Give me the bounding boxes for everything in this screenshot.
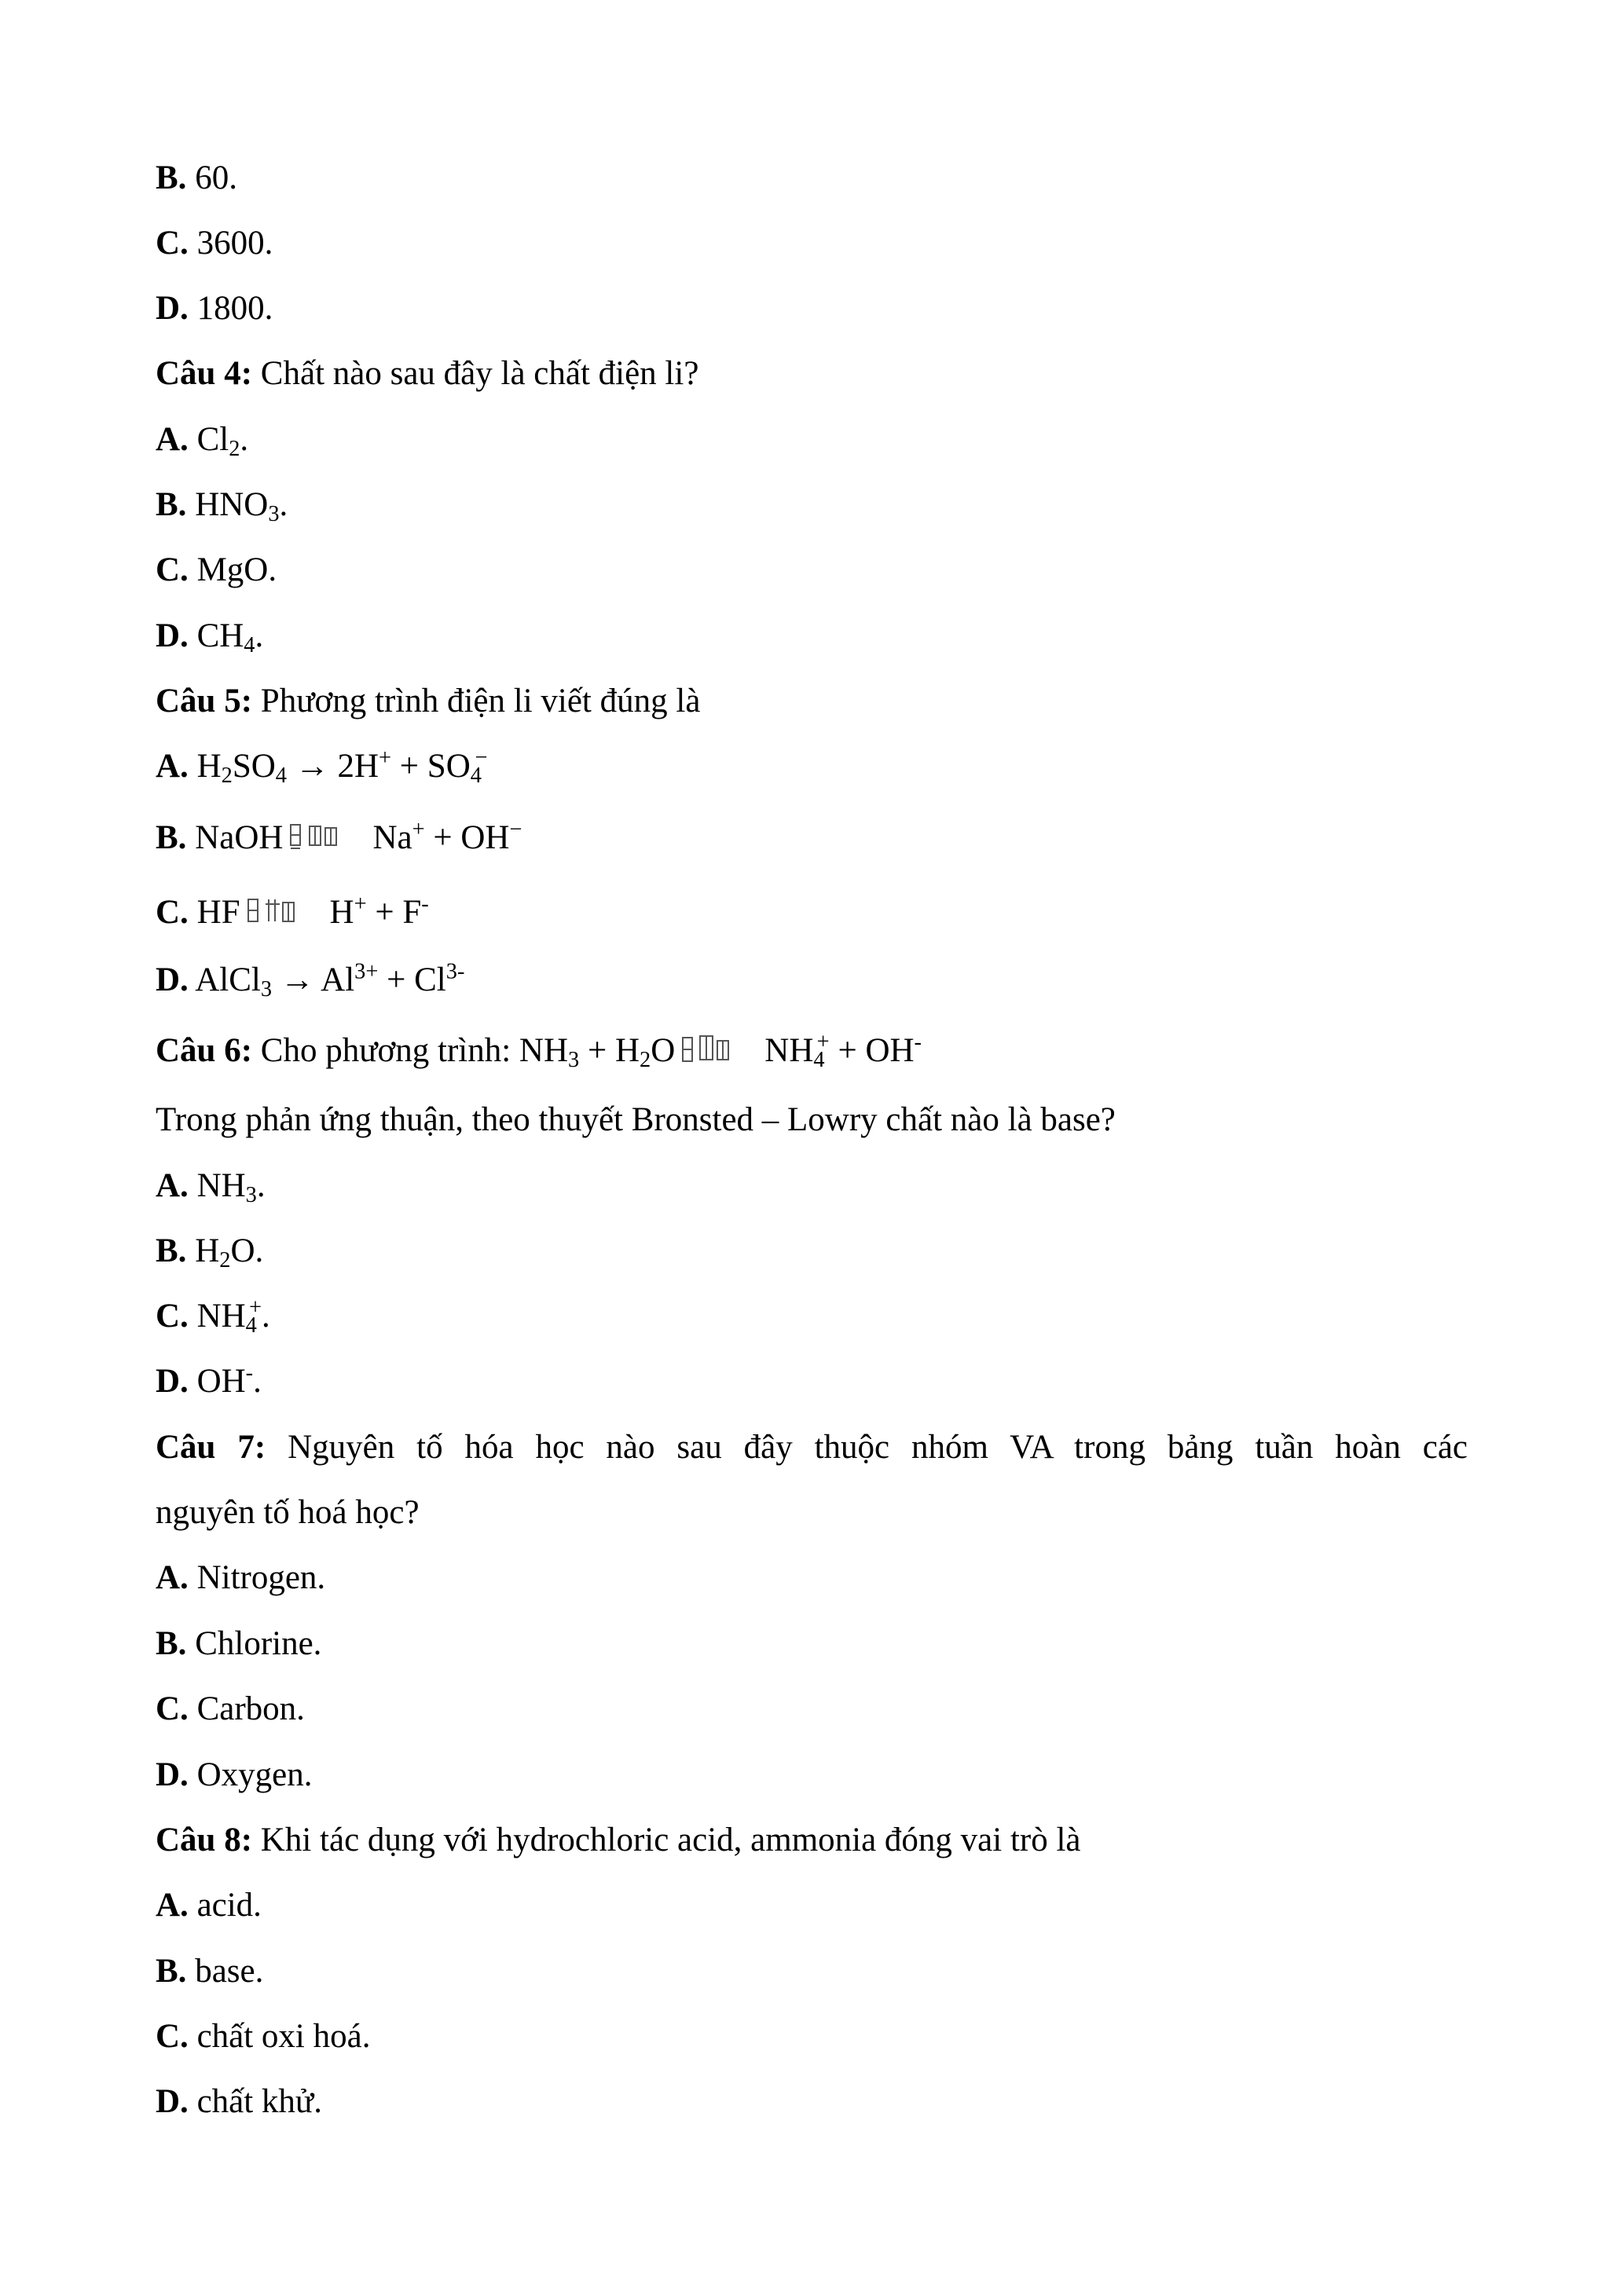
option-letter: D. <box>156 617 189 654</box>
q3-option-d <box>156 291 273 325</box>
formula-part: NH <box>196 1167 246 1204</box>
question-label: Câu 6: <box>156 1032 253 1069</box>
formula-part: . <box>253 1363 262 1400</box>
q5-option-d <box>156 959 465 1002</box>
option-letter: C. <box>156 225 189 262</box>
subscript: 2 <box>640 1048 651 1073</box>
superscript: 3- <box>445 959 465 984</box>
q8-option-a <box>156 1888 262 1922</box>
formula-part: + F <box>366 894 422 931</box>
option-letter: A. <box>156 1887 189 1924</box>
option-letter: A. <box>156 748 189 785</box>
q4-option-d <box>156 617 264 658</box>
superscript: − <box>509 817 522 842</box>
superscript: + <box>412 817 425 842</box>
formula-part: → 2H <box>286 748 379 785</box>
q4-option-a <box>156 421 249 462</box>
q6-question-line2 <box>156 1103 1116 1137</box>
q4-option-b <box>156 486 288 527</box>
q6-question <box>156 1030 922 1073</box>
q5-question <box>156 684 700 718</box>
q8-question <box>156 1823 1081 1857</box>
option-text: Nitrogen. <box>196 1559 326 1596</box>
superscript: + <box>354 892 367 917</box>
option-text: chất oxi hoá. <box>196 2018 371 2055</box>
question-label: Câu 4: <box>156 355 253 392</box>
option-text: acid. <box>196 1887 262 1924</box>
formula-part: O. <box>230 1232 264 1269</box>
question-label: Câu 5: <box>156 683 253 720</box>
subscript: 4 <box>470 764 482 789</box>
subscript: 2 <box>221 764 233 789</box>
option-text: MgO. <box>196 551 277 588</box>
superscript: + <box>248 1295 262 1320</box>
subscript: 3 <box>568 1048 580 1073</box>
formula-part: H <box>329 894 354 931</box>
superscript: 3+ <box>354 959 379 984</box>
formula-part: Na <box>372 819 412 856</box>
subscript: 2 <box>219 1248 231 1273</box>
q7-question-line2 <box>156 1496 420 1529</box>
equilibrium-arrow-icon <box>244 896 319 928</box>
question-text: nguyên tố hoá học? <box>156 1494 420 1531</box>
formula-part: + OH <box>829 1032 915 1069</box>
formula-part: . <box>240 421 249 458</box>
option-letter: D. <box>156 2083 189 2120</box>
formula-part: + OH <box>424 819 510 856</box>
q6-option-d <box>156 1360 262 1400</box>
q8-option-d <box>156 2085 322 2118</box>
q7-option-b <box>156 1627 321 1661</box>
subscript: 3 <box>245 1183 257 1208</box>
option-text: Carbon. <box>196 1690 305 1727</box>
q6-option-c <box>156 1295 270 1338</box>
subscript: 4 <box>275 764 287 789</box>
option-letter: A. <box>156 421 189 458</box>
q8-option-c <box>156 2020 370 2053</box>
q7-option-a <box>156 1561 325 1595</box>
subscript: 2 <box>229 437 240 462</box>
option-letter: D. <box>156 961 189 998</box>
option-letter: D. <box>156 1756 189 1793</box>
option-text: base. <box>195 1953 264 1990</box>
formula-part: H <box>196 748 222 785</box>
option-letter: C. <box>156 2018 189 2055</box>
formula-part: Cl <box>196 421 229 458</box>
option-letter: C. <box>156 551 189 588</box>
formula-part: NH <box>196 1298 246 1335</box>
q7-question <box>156 1430 1468 1464</box>
option-letter: D. <box>156 290 189 327</box>
superscript: + <box>816 1030 830 1055</box>
subscript: 3 <box>260 977 273 1002</box>
formula-part: NH <box>764 1032 814 1069</box>
superscript: - <box>421 892 429 917</box>
q5-option-b <box>156 817 522 856</box>
superscript: + <box>379 745 392 771</box>
option-text: 1800. <box>196 290 273 327</box>
q4-option-c <box>156 553 277 587</box>
formula-part: NaOH <box>195 819 284 856</box>
q4-question <box>156 357 698 390</box>
subscript: 3 <box>268 502 280 527</box>
question-text: Chất nào sau đây là chất điện li? <box>260 355 699 392</box>
formula-part: + SO <box>391 748 471 785</box>
option-letter: B. <box>156 1625 187 1662</box>
q6-option-a <box>156 1167 266 1208</box>
option-letter: D. <box>156 1363 189 1400</box>
formula-part: . <box>256 1167 266 1204</box>
option-letter: B. <box>156 159 187 196</box>
formula-part: + H <box>579 1032 640 1069</box>
question-text: Nguyên tố hóa học nào sau đây thuộc nhóm VA trong bảng tuần hoàn các <box>266 1429 1468 1466</box>
formula-part: SO <box>232 748 276 785</box>
option-letter: A. <box>156 1167 189 1204</box>
option-letter: B. <box>156 819 187 856</box>
formula-part: HF <box>196 894 240 931</box>
q3-option-c <box>156 226 273 260</box>
option-letter: C. <box>156 1298 189 1335</box>
option-text: 60. <box>195 159 237 196</box>
formula-part: . <box>279 486 288 523</box>
formula-part: H <box>195 1232 220 1269</box>
formula-part: Cho phương trình: NH <box>252 1032 569 1069</box>
subscript: 4 <box>244 633 255 658</box>
formula-part: CH <box>196 617 244 654</box>
q8-option-b <box>156 1954 263 1988</box>
equilibrium-arrow-icon <box>678 1034 753 1066</box>
formula-part: + Cl <box>378 961 446 998</box>
option-letter: B. <box>156 1953 187 1990</box>
option-text: Chlorine. <box>195 1625 322 1662</box>
q6-option-b <box>156 1232 264 1273</box>
formula-part: . <box>255 617 264 654</box>
superscript: - <box>245 1360 254 1386</box>
question-text: Phương trình điện li viết đúng là <box>260 683 701 720</box>
q5-option-a <box>156 745 488 789</box>
superscript: − <box>475 745 488 771</box>
formula-part: O <box>651 1032 676 1069</box>
option-text: Oxygen. <box>196 1756 313 1793</box>
q5-option-c <box>156 892 429 931</box>
superscript: - <box>914 1030 922 1055</box>
question-text: Khi tác dụng với hydrochloric acid, ammonia đóng vai trò là <box>260 1822 1081 1858</box>
subscript: 4 <box>813 1048 825 1073</box>
q3-option-b <box>156 161 237 195</box>
q7-option-d <box>156 1758 312 1792</box>
formula-part: OH <box>196 1363 246 1400</box>
formula-part: AlCl <box>195 961 261 998</box>
formula-part: . <box>261 1298 270 1335</box>
q7-option-c <box>156 1692 305 1726</box>
question-label: Câu 8: <box>156 1822 253 1858</box>
subscript: 4 <box>245 1313 257 1338</box>
option-letter: A. <box>156 1559 189 1596</box>
question-text: Trong phản ứng thuận, theo thuyết Bronsted – Lowry chất nào là base? <box>156 1101 1116 1138</box>
equilibrium-arrow-icon <box>286 822 361 853</box>
option-text: chất khử. <box>196 2083 322 2120</box>
formula-part: → Al <box>272 961 355 998</box>
option-letter: C. <box>156 1690 189 1727</box>
question-label: Câu 7: <box>156 1429 266 1466</box>
option-letter: C. <box>156 894 189 931</box>
option-letter: B. <box>156 1232 187 1269</box>
option-letter: B. <box>156 486 187 523</box>
option-text: 3600. <box>196 225 273 262</box>
formula-part: HNO <box>195 486 269 523</box>
